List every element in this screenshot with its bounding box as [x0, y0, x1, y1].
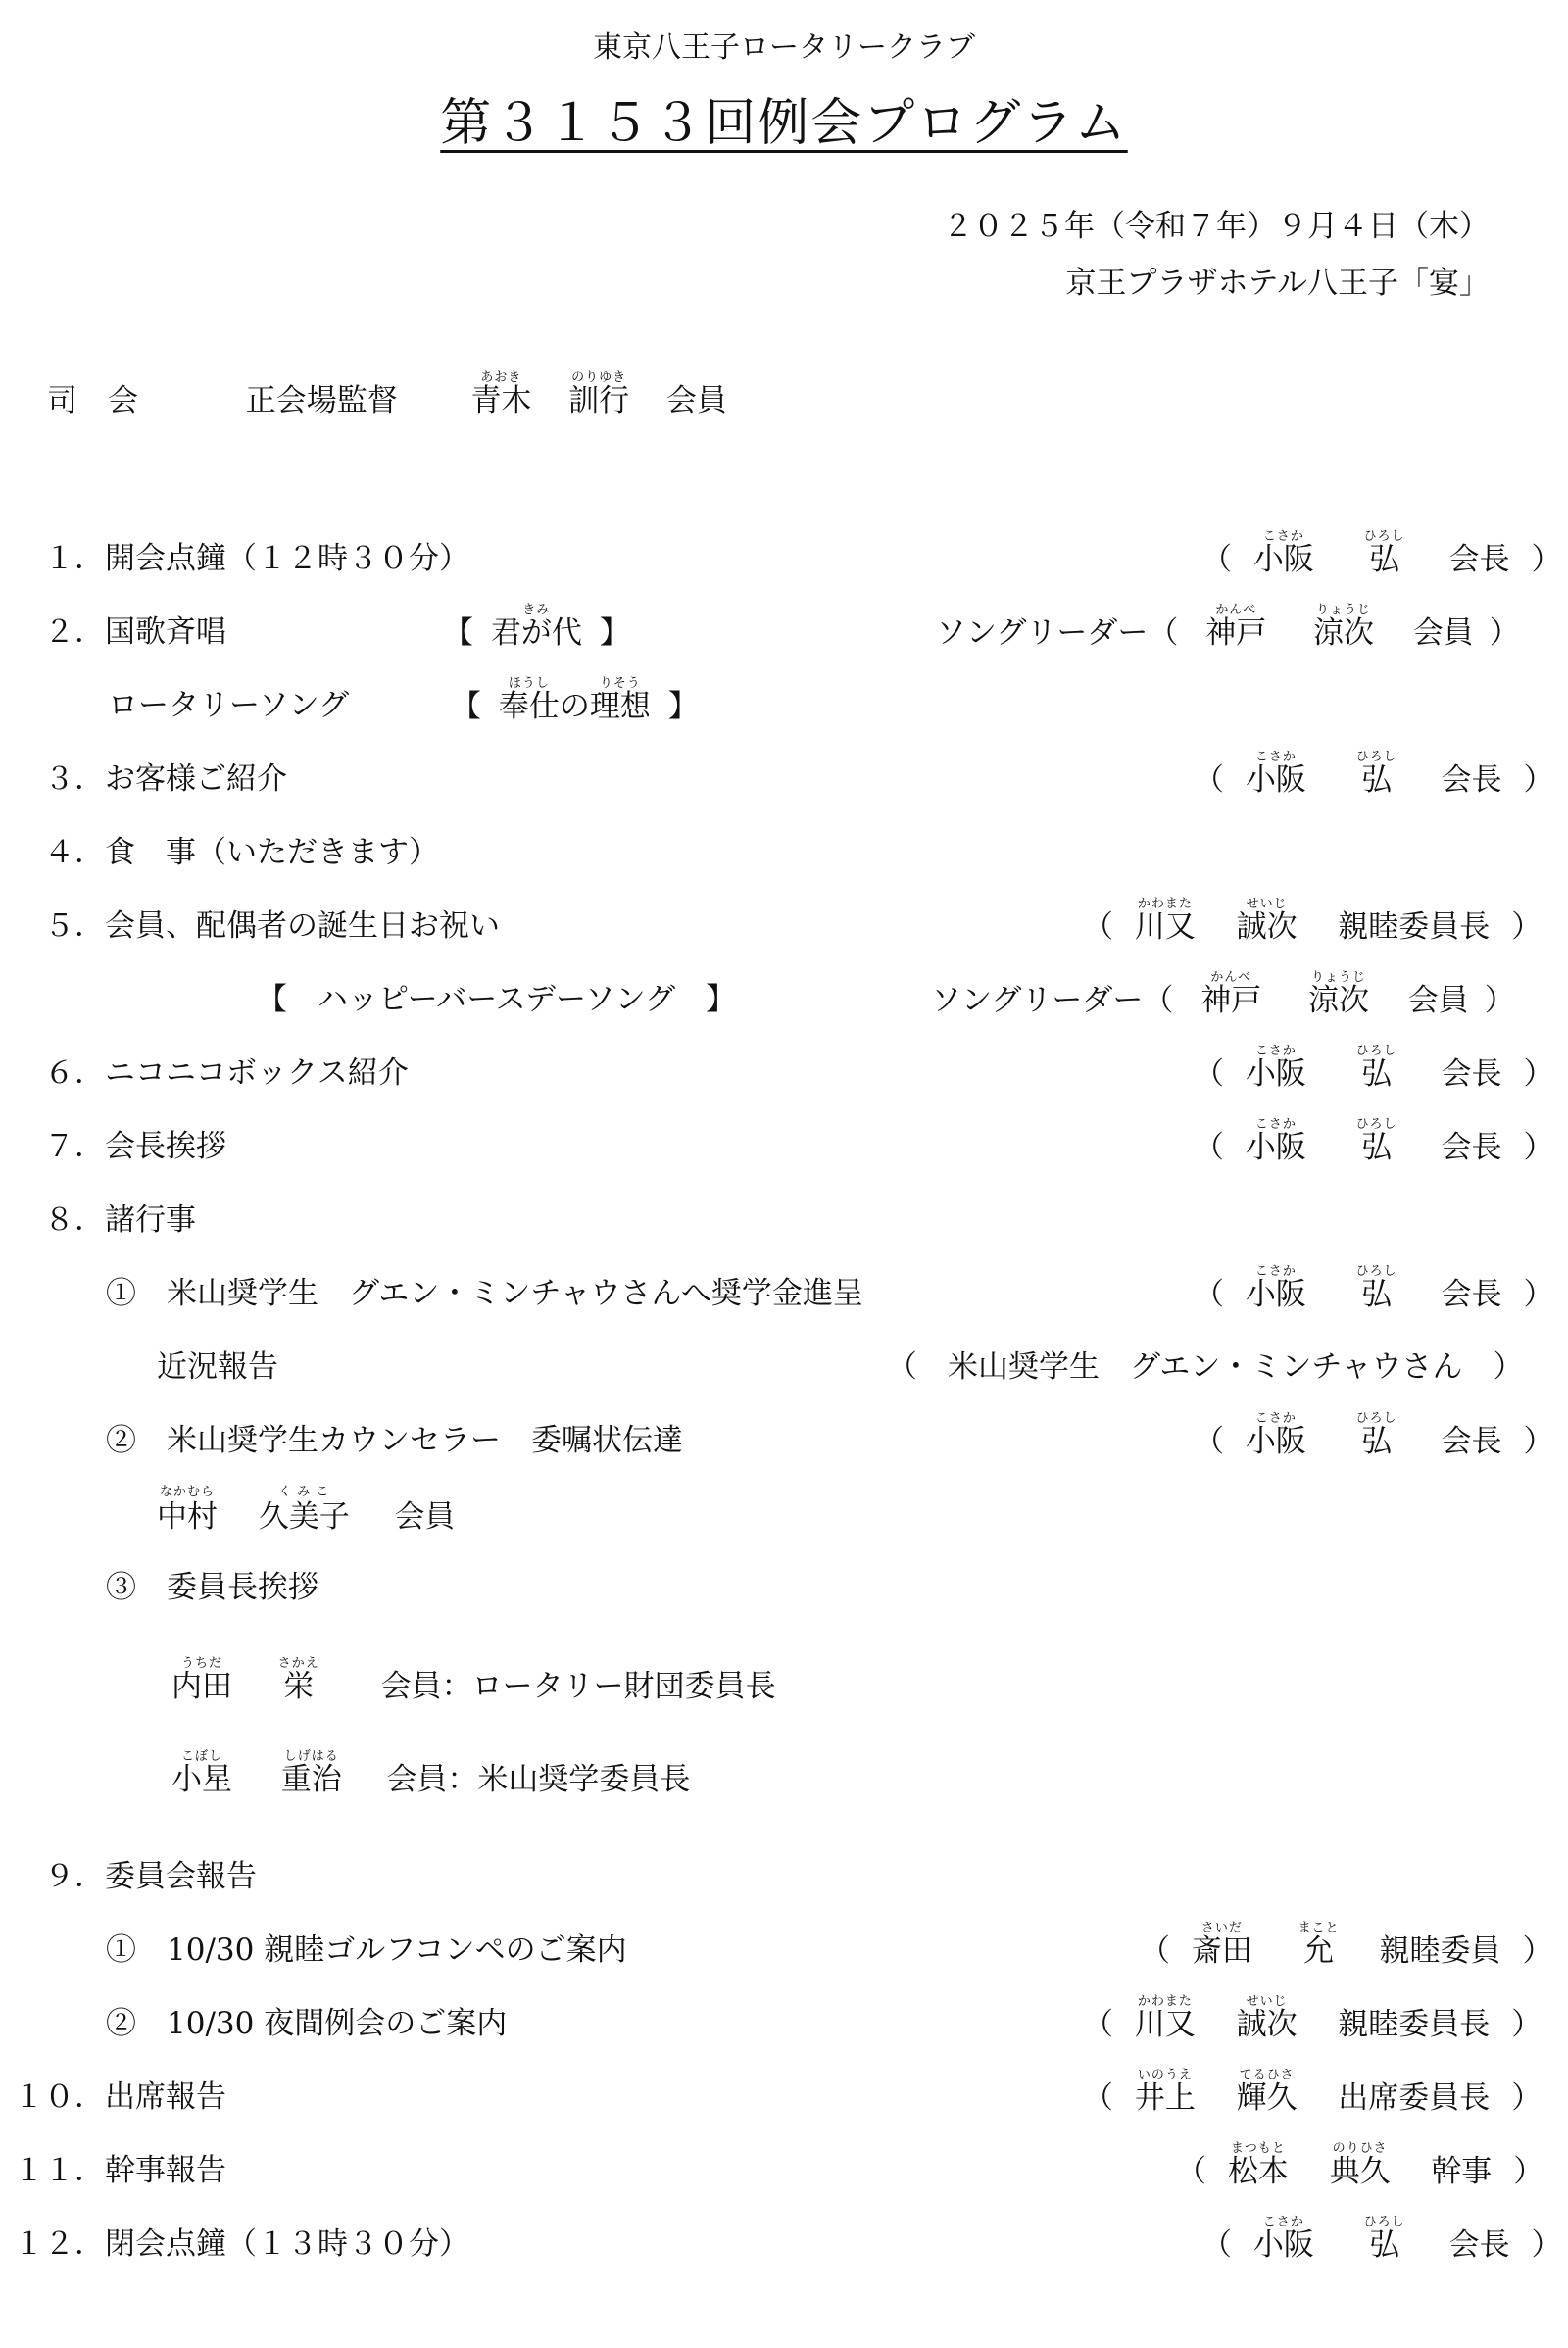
item-2-songleader: ソングリーダー（ 神戸かんべ 涼次りょうじ 会員 ） — [936, 603, 1520, 651]
mc-label: 司 会 — [47, 383, 138, 418]
item-2-song: 【 君が代きみ 】 — [443, 603, 630, 651]
item-1-presenter: （ 小阪こさか 弘ひろし 会長 ） — [1201, 529, 1562, 577]
mc-suffix: 会員 — [665, 383, 727, 418]
item-2b-song: 【 奉仕ほうしの理想りそう 】 — [451, 676, 699, 724]
page-title — [0, 94, 1568, 153]
item-9-2-presenter: （ 川又かわまた 誠次せいじ 親睦委員長 ） — [1083, 1994, 1543, 2042]
item-5b-song: 【 ハッピーバースデーソング 】 — [257, 982, 737, 1017]
mc-role: 正会場監督 — [245, 383, 398, 418]
item-11-presenter: （ 松本まつもと 典久のりひさ 幹事 ） — [1176, 2141, 1544, 2189]
item-3-presenter: （ 小阪こさか 弘ひろし 会長 ） — [1194, 750, 1554, 798]
meeting-venue: 京王プラザホテル八王子「宴」 — [1065, 266, 1490, 301]
item-3: ３．お客様ご紹介 — [44, 761, 287, 797]
item-8-3: ③ 委員長挨拶 — [106, 1570, 318, 1605]
item-9-2: ② 10/30 夜間例会のご案内 — [106, 2006, 508, 2041]
item-8-2-presenter: （ 小阪こさか 弘ひろし 会長 ） — [1194, 1411, 1554, 1459]
item-10-presenter: （ 井上いのうえ 輝久てるひさ 出席委員長 ） — [1083, 2068, 1543, 2116]
item-5-presenter: （ 川又かわまた 誠次せいじ 親睦委員長 ） — [1083, 897, 1543, 945]
item-8-2-appointee: 中村なかむら 久美子く み こ 会員 — [157, 1485, 456, 1535]
item-7-presenter: （ 小阪こさか 弘ひろし 会長 ） — [1194, 1117, 1554, 1165]
item-6: ６．ニコニコボックス紹介 — [44, 1055, 409, 1091]
item-8-1b: 近況報告 — [157, 1349, 278, 1385]
mc-name-given: 訓行のりゆき — [568, 370, 630, 418]
item-8-2: ② 米山奨学生カウンセラー 委嘱状伝達 — [106, 1423, 683, 1458]
item-7: ７．会長挨拶 — [44, 1129, 226, 1164]
item-12-presenter: （ 小阪こさか 弘ひろし 会長 ） — [1201, 2215, 1562, 2263]
item-2: ２．国歌斉唱 — [44, 614, 226, 650]
item-8-1b-person: （ 米山奨学生 グエン・ミンチャウさん ） — [887, 1349, 1524, 1385]
mc-row — [47, 370, 727, 416]
page-title-text: 第３１５３回例会プログラム — [440, 94, 1128, 153]
mc-name-family: 青木あおき — [470, 370, 532, 418]
item-11: １１．幹事報告 — [14, 2153, 226, 2188]
item-9-1-presenter: （ 斎田さいだ 允まこと 親睦委員 ） — [1140, 1921, 1553, 1969]
item-2b: ロータリーソング — [108, 688, 350, 723]
item-8-3-speaker-1: 内田うちだ 栄さかえ 会員：ロータリー財団委員長 — [172, 1656, 776, 1704]
item-8-1: ① 米山奨学生 グエン・ミンチャウさんへ奨学金進呈 — [106, 1276, 863, 1311]
item-8: ８．諸行事 — [44, 1202, 196, 1238]
item-9: ９．委員会報告 — [44, 1859, 257, 1894]
item-5b-songleader: ソングリーダー（ 神戸かんべ 涼次りょうじ 会員 ） — [931, 970, 1515, 1018]
item-8-1-presenter: （ 小阪こさか 弘ひろし 会長 ） — [1194, 1264, 1554, 1312]
meeting-date: ２０２５年（令和７年）９月４日（木） — [943, 209, 1490, 244]
club-name: 東京八王子ロータリークラブ — [593, 30, 975, 65]
item-9-1: ① 10/30 親睦ゴルフコンペのご案内 — [106, 1932, 627, 1968]
item-12: １２．閉会点鐘（１３時３０分） — [14, 2226, 469, 2262]
item-6-presenter: （ 小阪こさか 弘ひろし 会長 ） — [1194, 1044, 1554, 1092]
item-8-3-speaker-2: 小星こぼし 重治しげはる 会員：米山奨学委員長 — [172, 1749, 691, 1797]
item-4: ４．食 事（いただきます） — [44, 835, 439, 870]
item-1: １．開会点鐘（１２時３０分） — [44, 541, 469, 576]
item-10: １０．出席報告 — [14, 2079, 226, 2115]
item-5: ５．会員、配偶者の誕生日お祝い — [44, 908, 500, 944]
